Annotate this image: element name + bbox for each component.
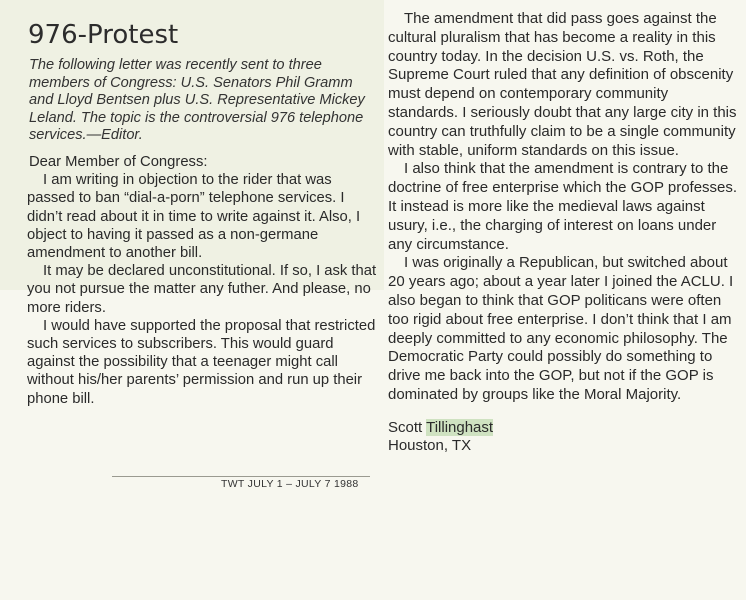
signature-block [388,419,738,456]
paragraph: I was originally a Republican, but switched about 20 years ago; about a year later I joined the ACLU. I also began to think that GOP politicans were often too rigid about free enterprise. I don’t think that I am deeply committed to any economic philosophy. The Democratic Party could possibly do something to drive me back into the GOP, but not if the GOP is dominated by groups like the Moral Majority. [388,254,734,403]
letter-body-right [388,10,738,405]
column-end-rule [112,476,370,477]
signature-last-name-highlighted: Tillinghast [426,418,494,436]
letter-body-left [27,153,377,408]
paragraph: I am writing in objection to the rider that was passed to ban “dial-a-porn” telephone services. I didn’t read about it in time to write against it. Also, I object to having it passed as a non-germane amendment to another bill. [27,172,361,261]
signature-name [388,419,738,437]
paragraph: It may be declared unconstitutional. If so, I ask that you not pursue the matter any futher. And please, no more riders. [27,263,377,316]
right-column [388,10,738,456]
publication-credit: TWT JULY 1 – JULY 7 1988 [221,478,359,490]
article-title: 976-Protest [28,20,179,50]
editor-note: The following letter was recently sent to three members of Congress: U.S. Senators Phil Gramm and Lloyd Bentsen plus U.S. Representative Mickey Leland. The topic is the controversial 976 telephone services.—Editor. [29,57,365,144]
paragraph: The amendment that did pass goes against the cultural pluralism that has become a reality in this country today. In the decision U.S. vs. Roth, the Supreme Court ruled that any definition of obscenity must depend on contemporary community standards. I seriously doubt that any large city in this country can truthfully claim to be a single community with stable, uniform standards on this issue. [388,10,737,159]
paragraph: I also think that the amendment is contrary to the doctrine of free enterprise which the GOP professes. It instead is more like the medieval laws against usury, i.e., the charging of interest on loans under any circumstance. [388,160,738,253]
signature-first-name: Scott [388,418,427,436]
signature-location: Houston, TX [388,437,472,455]
salutation: Dear Member of Congress: [29,153,208,170]
paragraph: I would have supported the proposal that restricted such services to subscribers. This would guard against the possibility that a teenager might call without his/her parents’ permission and run up their phone bill. [27,317,376,407]
left-column [27,14,377,408]
